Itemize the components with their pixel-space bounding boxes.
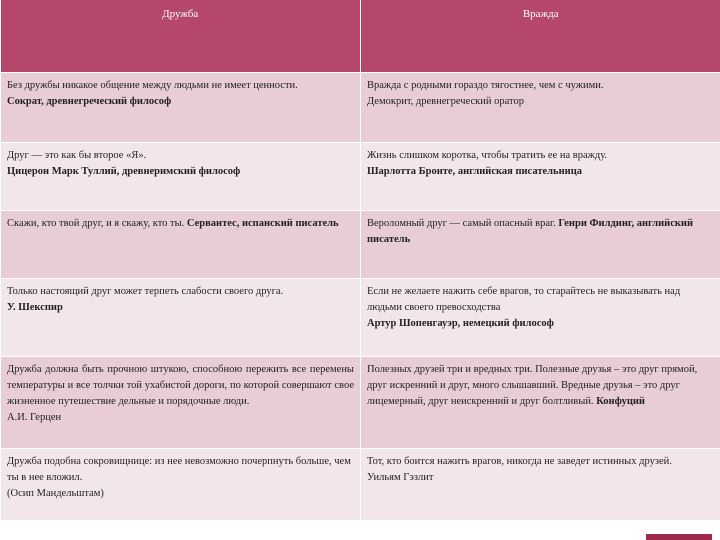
quote-text: Без дружбы никакое общение между людьми не имеет ценности. <box>7 79 298 91</box>
quote-author: Артур Шопенгауэр, немецкий философ <box>367 317 554 329</box>
quote-author: У. Шекспир <box>7 301 63 313</box>
quote-author: Цицерон Марк Туллий, древнеримский философ <box>7 165 241 177</box>
friendship-cell <box>1 448 361 520</box>
quote-text: Полезных друзей три и вредных три. Полезные друзья – это друг прямой, друг искренний и друг, много слышавший. Вредные друзья – это друг лицемерный, друг неискренний и друг болтливый. <box>367 363 698 407</box>
table-row <box>1 72 720 142</box>
quote-author: Генри Филдинг, английский писатель <box>367 217 694 245</box>
quote-text: Жизнь слишком коротка, чтобы тратить ее на вражду. <box>367 149 608 161</box>
header-friendship: Дружба <box>1 0 361 72</box>
enmity-cell <box>361 448 720 520</box>
enmity-cell <box>361 278 720 356</box>
quote-text: Скажи, кто твой друг, и я скажу, кто ты. <box>7 217 185 229</box>
quote-text: Только настоящий друг может терпеть слабости своего друга. <box>7 285 284 297</box>
quote-author: Шарлотта Бронте, английская писательница <box>367 165 582 177</box>
header-row <box>1 0 720 72</box>
quote-text: Если не желаете нажить себе врагов, то старайтесь не выказывать над людьми своего превосходства <box>367 285 681 313</box>
quote-author: Сократ, древнегреческий философ <box>7 95 172 107</box>
friendship-cell <box>1 356 361 448</box>
enmity-cell <box>361 142 720 210</box>
table-row <box>1 278 720 356</box>
quote-text: Вероломный друг — самый опасный враг. <box>367 217 556 229</box>
enmity-cell <box>361 72 720 142</box>
quote-author: Конфуций <box>596 395 645 407</box>
quote-text: Вражда с родными гораздо тягостнее, чем с чужими. <box>367 79 604 91</box>
table-row <box>1 448 720 520</box>
header-enmity: Вражда <box>361 0 720 72</box>
quote-author: А.И. Герцен <box>7 411 62 423</box>
table-row <box>1 356 720 448</box>
quote-text: Дружба должна быть прочною штукою, способною пережить все перемены температуры и все толчки той ухабистой дороги, по которой совершают свое жизненное путешествие дельные и порядочные люди. <box>7 363 354 407</box>
table-row <box>1 142 720 210</box>
slide-corner-bar <box>646 534 712 540</box>
friendship-cell <box>1 72 361 142</box>
quote-text: Друг — это как бы второе «Я». <box>7 149 147 161</box>
table-row <box>1 210 720 278</box>
quote-author: Уильям Гэзлит <box>367 471 434 483</box>
quote-author: Сервантес, испанский писатель <box>186 217 339 229</box>
friendship-cell <box>1 278 361 356</box>
quote-author: Демокрит, древнегреческий оратор <box>367 95 524 107</box>
quote-text: Дружба подобна сокровищнице: из нее невозможно почерпнуть больше, чем ты в нее вложил. <box>7 455 351 483</box>
friendship-cell <box>1 142 361 210</box>
quote-text: Тот, кто боится нажить врагов, никогда не заведет истинных друзей. <box>367 455 672 467</box>
quote-author: (Осип Мандельштам) <box>7 487 104 499</box>
enmity-cell <box>361 210 720 278</box>
enmity-cell <box>361 356 720 448</box>
friendship-cell <box>1 210 361 278</box>
